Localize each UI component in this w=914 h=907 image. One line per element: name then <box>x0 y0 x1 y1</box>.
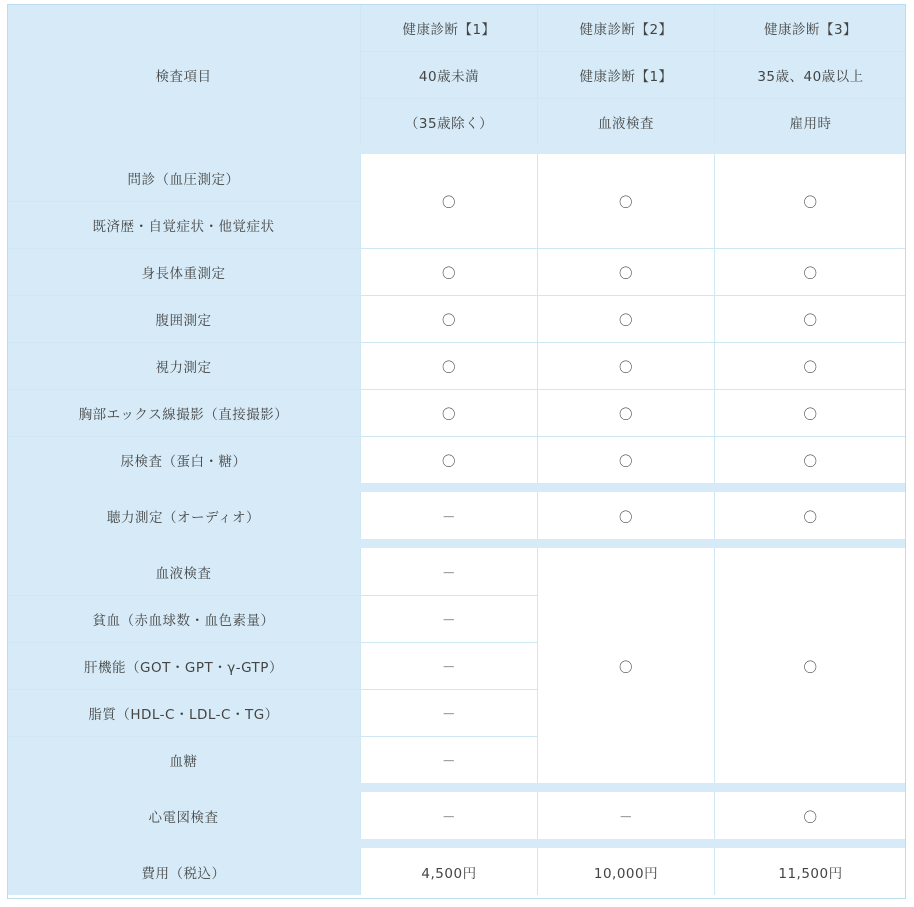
value-cell: 11,500円 <box>714 848 906 895</box>
row-label: 腹囲測定 <box>7 295 360 342</box>
merged-value-cell: 〇 <box>360 154 537 248</box>
value-cell: 〇 <box>714 248 906 295</box>
merged-value-cell: 〇 <box>714 154 906 248</box>
value-cell: － <box>360 736 537 783</box>
header-col2-line1: 健康診断【2】 <box>537 4 714 51</box>
row-label: 視力測定 <box>7 342 360 389</box>
value-cell: 〇 <box>537 248 714 295</box>
value-cell: － <box>360 492 537 539</box>
value-cell: 〇 <box>537 492 714 539</box>
row-label: 貧血（赤血球数・血色素量） <box>7 595 360 642</box>
row-label: 胸部エックス線撮影（直接撮影） <box>7 389 360 436</box>
value-cell: 〇 <box>360 295 537 342</box>
value-cell: 〇 <box>360 248 537 295</box>
value-cell: － <box>537 792 714 839</box>
value-cell: 〇 <box>537 389 714 436</box>
row-label: 聴力測定（オーディオ） <box>7 492 360 539</box>
value-cell: 〇 <box>360 342 537 389</box>
value-cell: 〇 <box>714 792 906 839</box>
header-col2-line2: 健康診断【1】 <box>537 51 714 98</box>
value-cell: 〇 <box>537 342 714 389</box>
group-separator <box>7 483 906 492</box>
header-col1-line1: 健康診断【1】 <box>360 4 537 51</box>
merged-value-cell: 〇 <box>537 154 714 248</box>
row-label: 血糖 <box>7 736 360 783</box>
value-cell: － <box>360 642 537 689</box>
value-cell: － <box>360 595 537 642</box>
header-col2-line3: 血液検査 <box>537 98 714 145</box>
value-cell: 4,500円 <box>360 848 537 895</box>
value-cell: 〇 <box>360 436 537 483</box>
value-cell: 〇 <box>714 436 906 483</box>
value-cell: 〇 <box>714 389 906 436</box>
row-label: 既済歴・自覚症状・他覚症状 <box>7 201 360 248</box>
row-label: 身長体重測定 <box>7 248 360 295</box>
row-label: 尿検査（蛋白・糖） <box>7 436 360 483</box>
row-label: 問診（血圧測定） <box>7 154 360 201</box>
row-label: 脂質（HDL-C・LDL-C・TG） <box>7 689 360 736</box>
value-cell: 〇 <box>714 295 906 342</box>
value-cell: － <box>360 548 537 595</box>
row-label: 肝機能（GOT・GPT・γ-GTP） <box>7 642 360 689</box>
value-cell: 〇 <box>714 492 906 539</box>
header-col1-line3: （35歳除く） <box>360 98 537 145</box>
value-cell: 〇 <box>537 436 714 483</box>
header-col3-line3: 雇用時 <box>714 98 906 145</box>
value-cell: 〇 <box>360 389 537 436</box>
header-col3-line2: 35歳、40歳以上 <box>714 51 906 98</box>
group-separator <box>7 539 906 548</box>
merged-value-cell: 〇 <box>537 548 714 783</box>
row-label: 費用（税込） <box>7 848 360 895</box>
value-cell: 〇 <box>537 295 714 342</box>
row-label: 心電図検査 <box>7 792 360 839</box>
group-separator <box>7 783 906 792</box>
merged-value-cell: 〇 <box>714 548 906 783</box>
header-col3-line1: 健康診断【3】 <box>714 4 906 51</box>
row-label: 血液検査 <box>7 548 360 595</box>
value-cell: 10,000円 <box>537 848 714 895</box>
value-cell: － <box>360 792 537 839</box>
value-cell: 〇 <box>714 342 906 389</box>
header-col1-line2: 40歳未満 <box>360 51 537 98</box>
header-item-label: 検査項目 <box>7 4 360 145</box>
group-separator <box>7 145 906 154</box>
group-separator <box>7 839 906 848</box>
value-cell: － <box>360 689 537 736</box>
